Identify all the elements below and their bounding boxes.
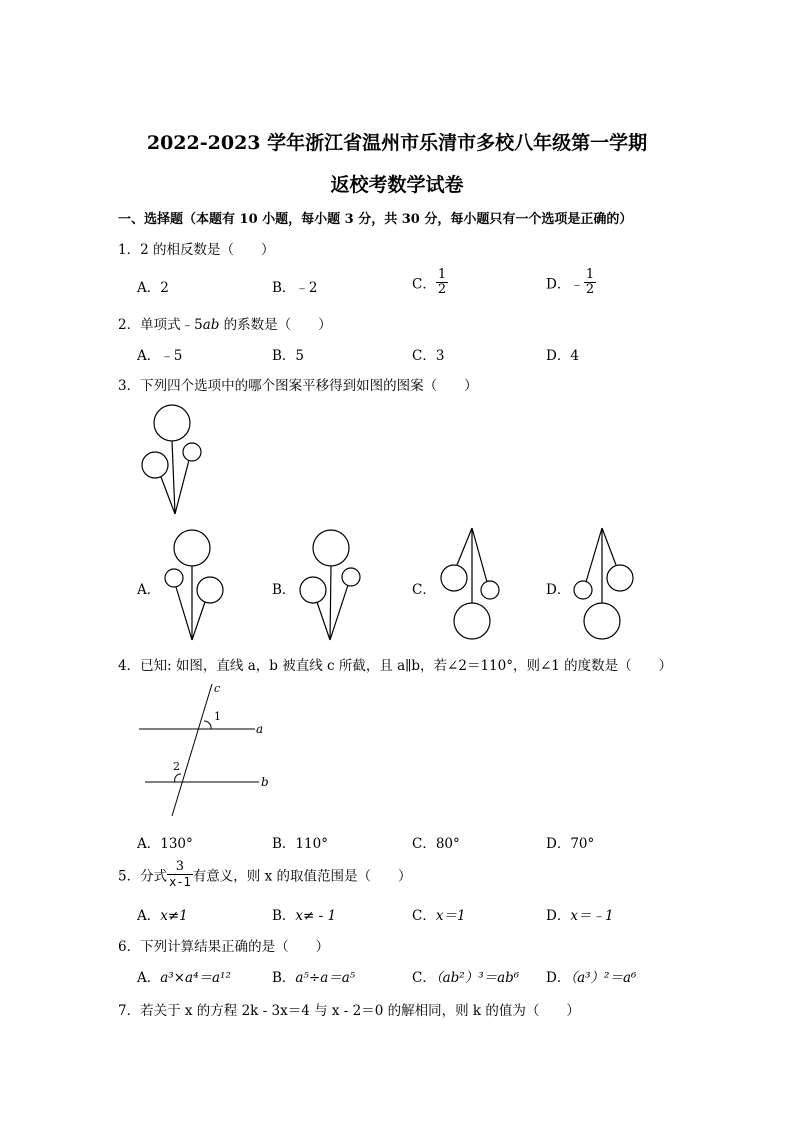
q5-option-a[interactable]	[137, 904, 188, 924]
q4-option-b[interactable]	[272, 832, 328, 852]
option-text: （ab²）³＝ab⁶	[435, 970, 520, 986]
line-label-b: b	[261, 775, 269, 789]
option-label: A．	[137, 348, 161, 364]
question-2-stem	[118, 313, 332, 333]
exam-title-line1: 2022-2023 学年浙江省温州市乐清市多校八年级第一学期	[146, 132, 648, 154]
line-label-c: c	[214, 682, 221, 695]
fraction-numerator: 1	[437, 267, 447, 282]
option-text: x＝1	[435, 908, 466, 924]
q4-option-d[interactable]	[546, 832, 594, 852]
q6-option-c[interactable]	[412, 966, 519, 986]
q3-option-d-label[interactable]: D．	[546, 582, 571, 598]
question-7-stem: 7．若关于 x 的方程 2k - 3x＝4 与 x - 2＝0 的解相同，则 k 的值为（ ）	[118, 1003, 580, 1019]
fraction-denominator: 2	[585, 282, 595, 297]
q1-option-d[interactable]	[546, 268, 596, 297]
option-label: C．	[412, 836, 436, 852]
stem-variable: ab	[202, 317, 220, 333]
q2-option-a[interactable]	[137, 344, 182, 364]
option-text: （a³）²＝a⁶	[570, 970, 637, 986]
option-label: B．	[272, 348, 296, 364]
option-text: 2	[160, 280, 169, 296]
question-6-stem: 6．下列计算结果正确的是（ ）	[118, 939, 330, 955]
fraction-denominator: x-1	[169, 875, 191, 889]
q6-option-b[interactable]	[272, 966, 355, 986]
option-text: 130°	[160, 836, 193, 852]
option-text: 3	[435, 348, 445, 364]
option-text: 110°	[295, 836, 328, 852]
fraction	[436, 268, 448, 297]
option-text: ﹣2	[295, 280, 318, 296]
question-4-stem: 4．已知: 如图，直线 a，b 被直线 c 所截，且 a∥b，若∠2＝110°，则∠1 的度数是（ ）	[118, 658, 673, 674]
question-3-stem: 3．下列四个选项中的哪个图案平移得到如图的图案（ ）	[118, 378, 478, 394]
q1-option-c[interactable]	[412, 268, 448, 297]
option-label: A．	[137, 280, 161, 296]
q3-option-d-figure[interactable]	[568, 526, 638, 641]
option-label: C．	[412, 970, 436, 986]
q3-option-a-figure[interactable]	[160, 528, 230, 643]
option-label: C．	[412, 276, 436, 293]
angle-label-2: 2	[173, 760, 180, 773]
q6-option-a[interactable]	[137, 966, 231, 986]
option-text: x＝﹣1	[570, 908, 614, 924]
angle-label-1: 1	[214, 710, 221, 723]
option-text: 70°	[570, 836, 595, 852]
question-5-stem	[118, 860, 411, 889]
option-text: 5	[295, 348, 305, 364]
fraction	[584, 268, 596, 297]
stem-text: 2．单项式﹣5	[118, 317, 203, 333]
option-label: A．	[137, 908, 161, 924]
option-label: B．	[272, 970, 296, 986]
option-label: C．	[412, 908, 436, 924]
q6-option-d[interactable]	[546, 966, 636, 986]
option-text: 4	[570, 348, 579, 364]
q2-option-d[interactable]	[546, 344, 579, 364]
option-text: ﹣5	[160, 348, 183, 364]
option-label: A．	[137, 970, 161, 986]
section-heading-choice: 一、选择题（本题有 10 小题，每小题 3 分，共 30 分，每小题只有一个选项是正确的）	[118, 212, 633, 227]
option-label: B．	[272, 908, 296, 924]
stem-text: 的系数是（ ）	[219, 317, 332, 333]
line-label-a: a	[256, 722, 264, 736]
q4-option-a[interactable]	[137, 832, 193, 852]
option-label: D．	[546, 970, 571, 986]
q2-option-b[interactable]	[272, 344, 304, 364]
q2-option-c[interactable]	[412, 344, 444, 364]
fraction-numerator: 3	[167, 860, 193, 875]
question-1-stem: 1．2 的相反数是（ ）	[118, 242, 275, 258]
option-text: x≠1	[160, 908, 188, 924]
q5-option-d[interactable]	[546, 904, 614, 924]
option-label: C．	[412, 348, 436, 364]
q3-option-c-figure[interactable]	[435, 526, 505, 641]
exam-title-line2: 返校考数学试卷	[330, 174, 464, 196]
option-text: a³×a⁴＝a¹²	[160, 970, 231, 986]
q1-option-b[interactable]	[272, 276, 318, 296]
option-label: D．	[546, 836, 571, 852]
q3-option-c-label[interactable]: C．	[412, 582, 436, 598]
option-text: a⁵÷a＝a⁵	[295, 970, 356, 986]
q3-reference-balloon-figure	[135, 400, 215, 520]
stem-text: 有意义，则 x 的取值范围是（ ）	[192, 868, 412, 885]
stem-text: 5．分式	[118, 868, 168, 885]
fraction-denominator: 2	[437, 282, 447, 297]
option-label: D．	[546, 348, 571, 364]
option-label: A．	[137, 836, 161, 852]
option-text: 80°	[435, 836, 460, 852]
q1-option-a[interactable]	[137, 276, 169, 296]
q3-option-b-label[interactable]: B．	[272, 582, 296, 598]
q5-option-c[interactable]	[412, 904, 466, 924]
q4-parallel-lines-figure	[135, 680, 275, 820]
fraction-numerator: 1	[585, 267, 595, 282]
option-label: B．	[272, 836, 296, 852]
q3-option-b-figure[interactable]	[295, 528, 365, 643]
option-label: D．	[546, 908, 571, 924]
q4-option-c[interactable]	[412, 832, 460, 852]
q5-option-b[interactable]	[272, 904, 336, 924]
option-label: B．	[272, 280, 296, 296]
option-label: D．﹣	[546, 276, 584, 293]
q3-option-a-label[interactable]: A．	[137, 582, 161, 598]
option-text: x≠ - 1	[295, 908, 337, 924]
fraction	[167, 860, 193, 889]
